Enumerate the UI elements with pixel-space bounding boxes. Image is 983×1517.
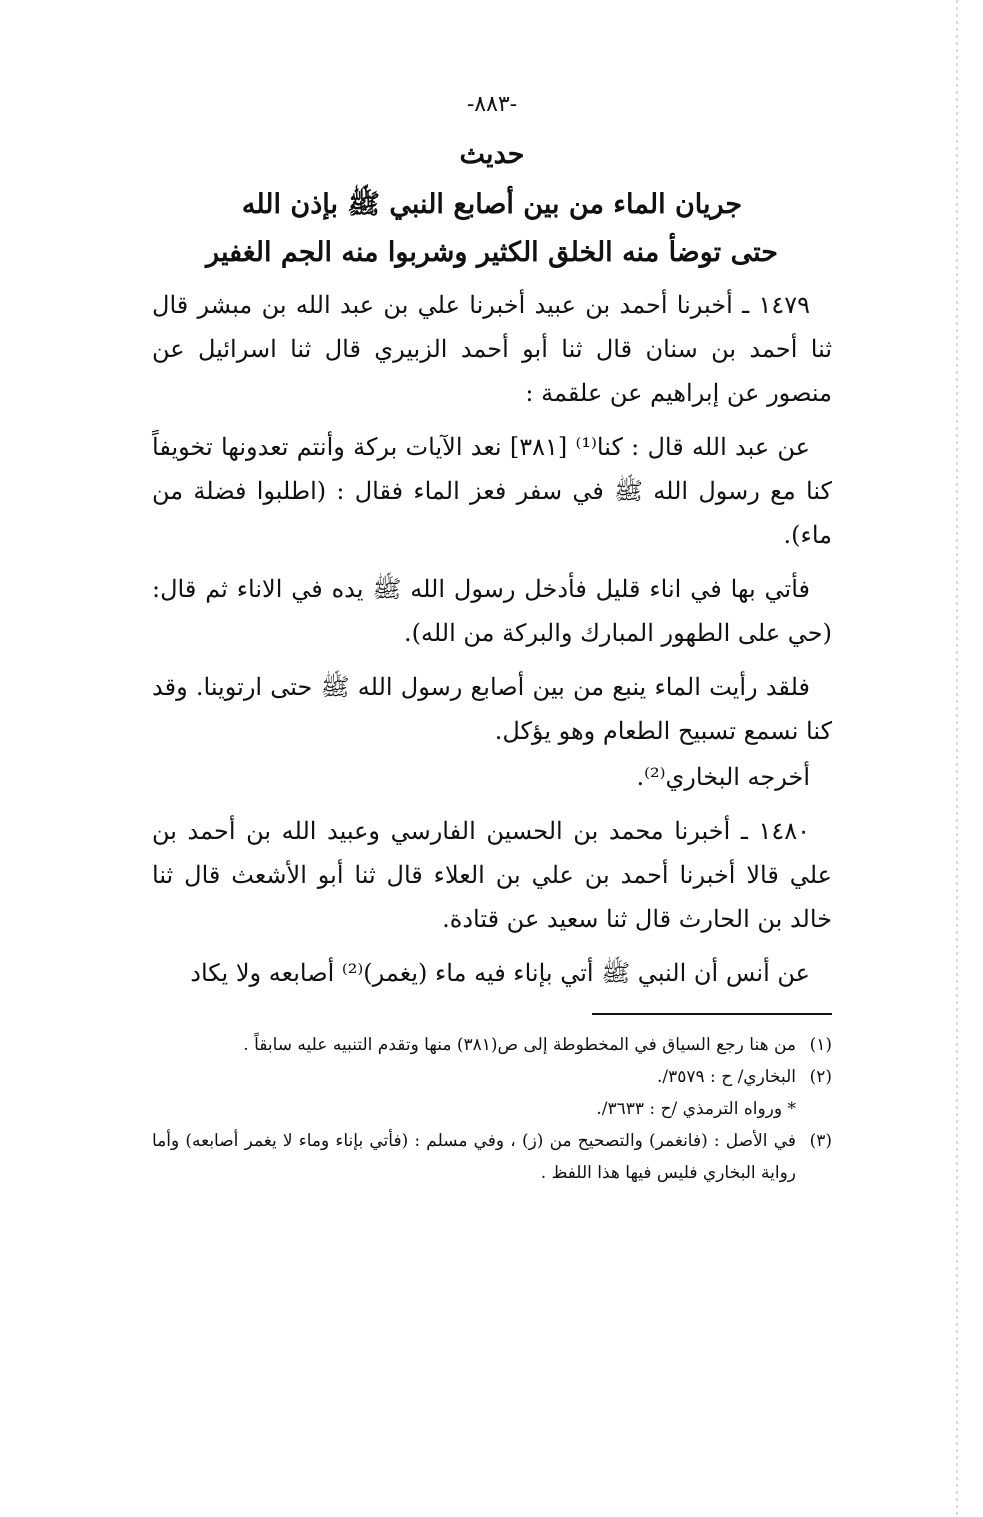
footnote-text: البخاري/ ح : ٣٥٧٩/. (656, 1067, 796, 1087)
footnote-text: * ورواه الترمذي /ح : ٣٦٣٣/. (596, 1099, 796, 1119)
section-title: حديث (459, 139, 525, 170)
hadith-1479-continuation: فأتي بها في اناء قليل فأدخل رسول الله ﷺ يده في الاناء ثم قال: (حي على الطهور المبارك والبركة من الله). (152, 575, 832, 647)
footnote-item (152, 1125, 832, 1189)
footnotes (152, 1029, 832, 1189)
hadith-1479-matn: عن عبد الله قال : كنا⁽¹⁾ [٣٨١] نعد الآيات بركة وأنتم تعدونها تخويفاً كنا مع رسول الله ﷺ في سفر فعز الماء فقال : (اطلبوا فضلة من ماء). (152, 433, 832, 549)
footnote-number: (٣) (809, 1131, 832, 1151)
hadith-1479-isnad: ١٤٧٩ ـ أخبرنا أحمد بن عبيد أخبرنا علي بن عبد الله بن مبشر قال ثنا أحمد بن سنان قال ثنا أبو أحمد الزبيري قال ثنا اسرائيل عن منصور عن إبراهيم عن علقمة : (152, 291, 832, 407)
footnote-number: (١) (809, 1035, 832, 1055)
chapter-title-line-2: حتى توضأ منه الخلق الكثير وشربوا منه الجم الغفير (206, 237, 778, 268)
page-number: -٨٨٣- (466, 92, 518, 117)
hadith-1479-source: أخرجه البخاري⁽²⁾. (636, 763, 810, 791)
hadith-1479-conclusion: فلقد رأيت الماء ينبع من بين أصابع رسول الله ﷺ حتى ارتوينا. وقد كنا نسمع تسبيح الطعام وهو يؤكل. (152, 673, 832, 745)
footnote-text: في الأصل : (فانغمر) والتصحيح من (ز) ، وفي مسلم : (فأتي بإناء وماء لا يغمر أصابعه) وأما رواية البخاري فليس فيها هذا اللفظ . (152, 1131, 796, 1183)
footnote-item (152, 1061, 832, 1093)
scan-edge-line (956, 0, 958, 1517)
footnote-item (152, 1029, 832, 1061)
footnote-item (152, 1093, 832, 1125)
footnote-text: من هنا رجع السياق في المخطوطة إلى ص(٣٨١) منها وتقدم التنبيه عليه سابقاً . (243, 1035, 796, 1055)
chapter-title-line-1: جريان الماء من بين أصابع النبي ﷺ بإذن الله (241, 189, 743, 220)
hadith-1480-matn: عن أنس أن النبي ﷺ أتي بإناء فيه ماء (يغمر)⁽²⁾ أصابعه ولا يكاد (190, 959, 810, 987)
footnote-separator (592, 1013, 832, 1015)
page-content (152, 92, 832, 1189)
hadith-1480-isnad: ١٤٨٠ ـ أخبرنا محمد بن الحسين الفارسي وعبيد الله بن أحمد بن علي قالا أخبرنا أحمد بن علي بن العلاء قال ثنا أبو الأشعث قال ثنا خالد بن الحارث قال ثنا سعيد عن قتادة. (152, 817, 832, 933)
footnote-number: (٢) (809, 1067, 832, 1087)
